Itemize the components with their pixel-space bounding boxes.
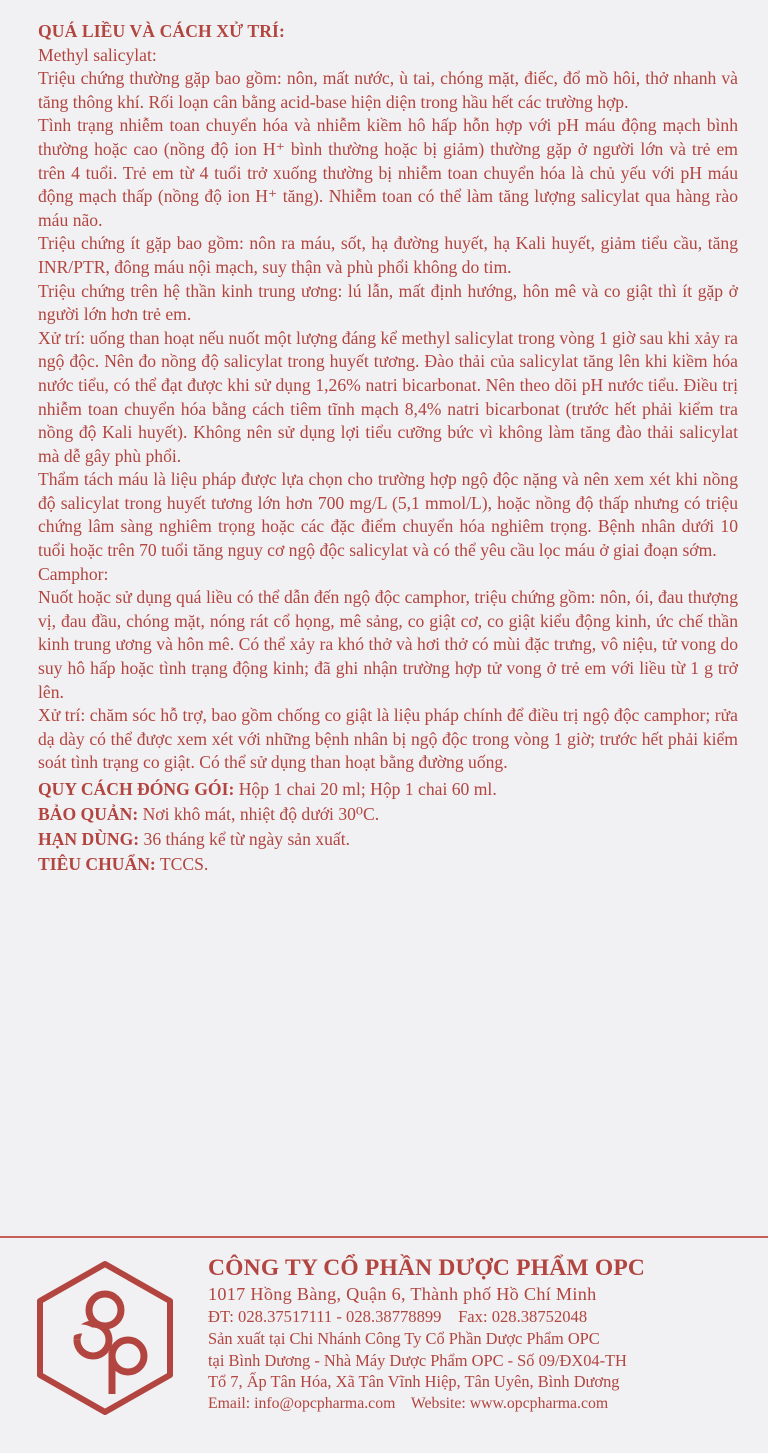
manufacture-line-3: Tổ 7, Ấp Tân Hóa, Xã Tân Vĩnh Hiệp, Tân Uyên, Bình Dương [208, 1372, 620, 1391]
camphor-paragraph-treatment: Xử trí: chăm sóc hỗ trợ, bao gồm chống co giật là liệu pháp chính để điều trị ngộ độc camphor; rửa dạ dày có thể được xem xét với những bệnh nhân bị ngộ độc trong vòng 1 giờ; trước hết phải kiểm soát tình trạng co giật. Có thể sử dụng than hoạt bằng đường uống. [38, 705, 738, 773]
company-address: 1017 Hồng Bàng, Quận 6, Thành phố Hồ Chí Minh [208, 1284, 597, 1304]
methyl-paragraph-symptoms: Triệu chứng thường gặp bao gồm: nôn, mất nước, ù tai, chóng mặt, điếc, đổ mồ hôi, thở nhanh và tăng thông khí. Rối loạn cân bằng acid-base hiện diện trong hầu hết các trường hợp. [38, 68, 738, 112]
methyl-paragraph-treatment: Xử trí: uống than hoạt nếu nuốt một lượng đáng kể methyl salicylat trong vòng 1 giờ sau khi xảy ra ngộ độc. Nên đo nồng độ salicylat trong huyết tương. Đào thải của salicylat tăng lên khi kiềm hóa nước tiểu, có thể đạt được khi sử dụng 1,26% natri bicarbonat. Nên theo dõi pH nước tiểu. Điều trị nhiễm toan chuyển hóa bằng cách tiêm tĩnh mạch 8,4% natri bicarbonat (trước hết phải kiểm tra nồng độ Kali huyết). Không nên sử dụng lợi tiểu cưỡng bức vì không làm tăng đào thải salicylat mà dễ gây phù phổi. [38, 327, 738, 466]
storage-label: BẢO QUẢN: [38, 804, 139, 824]
overdose-section [38, 20, 738, 877]
manufacture-line-2: tại Bình Dương - Nhà Máy Dược Phẩm OPC - Số 09/ĐX04-TH [208, 1350, 627, 1370]
standard-value: TCCS. [155, 854, 209, 874]
storage-line [38, 802, 738, 827]
company-name: CÔNG TY CỔ PHẦN DƯỢC PHẨM OPC [208, 1255, 646, 1281]
footer-divider [0, 1236, 768, 1238]
standard-label: TIÊU CHUẨN: [38, 854, 156, 874]
methyl-salicylate-title: Methyl salicylat: [38, 44, 157, 65]
camphor-paragraph-symptoms: Nuốt hoặc sử dụng quá liều có thể dẫn đến ngộ độc camphor, triệu chứng gồm: nôn, ói, đau thượng vị, đau đầu, chóng mặt, nóng rát cổ họng, mê sảng, co giật cơ, co giật kiểu động kinh, ức chế thần kinh trung ương và hôn mê. Có thể xảy ra khó thở và hơi thở có mùi đặc trưng, vô niệu, tử vong do suy hô hấp hoặc tình trạng động kinh; đã ghi nhận trường hợp tử vong ở trẻ em với liều từ 1 g trở lên. [38, 587, 738, 702]
company-contact: Email: info@opcpharma.com Website: www.opcpharma.com [208, 1394, 609, 1412]
methyl-paragraph-acidosis: Tình trạng nhiễm toan chuyển hóa và nhiễm kiềm hô hấp hỗn hợp với pH máu động mạch bình thường hoặc cao (nồng độ ion H⁺ bình thường hoặc bị giảm) thường gặp ở người lớn và trẻ em trên 4 tuổi. Trẻ em từ 4 tuổi trở xuống thường bị nhiễm toan chuyển hóa là chủ yếu với pH máu động mạch thấp (nồng độ ion H⁺ tăng). Nhiễm toan có thể làm tăng lượng salicylat qua hàng rào máu não. [38, 115, 738, 230]
packaging-line [38, 777, 738, 802]
methyl-paragraph-dialysis: Thẩm tách máu là liệu pháp được lựa chọn cho trường hợp ngộ độc nặng và nên xem xét khi nồng độ salicylat trong huyết tương lớn hơn 700 mg/L (5,1 mmol/L), hoặc nồng độ thấp nhưng có triệu chứng lâm sàng nghiêm trọng hoặc các đặc điểm chuyển hóa nghiêm trọng. Bệnh nhân dưới 10 tuổi hoặc trên 70 tuổi tăng nguy cơ ngộ độc salicylat và có thể yêu cầu lọc máu ở giai đoạn sớm. [38, 469, 738, 561]
overdose-heading: QUÁ LIỀU VÀ CÁCH XỬ TRÍ: [38, 21, 285, 41]
opc-logo-icon [36, 1260, 174, 1416]
storage-value: Nơi khô mát, nhiệt độ dưới 30⁰C. [138, 804, 380, 824]
camphor-title: Camphor: [38, 563, 109, 584]
expiry-label: HẠN DÙNG: [38, 829, 140, 849]
company-footer [208, 1254, 738, 1415]
methyl-paragraph-rare-symptoms: Triệu chứng ít gặp bao gồm: nôn ra máu, sốt, hạ đường huyết, hạ Kali huyết, giảm tiểu cầu, tăng INR/PTR, đông máu nội mạch, suy thận và phù phổi không do tim. [38, 233, 738, 277]
spec-block [38, 777, 738, 877]
methyl-paragraph-cns: Triệu chứng trên hệ thần kinh trung ương: lú lẫn, mất định hướng, hôn mê và co giật thì ít gặp ở người lớn hơn trẻ em. [38, 280, 738, 325]
standard-line [38, 852, 738, 877]
packaging-label: QUY CÁCH ĐÓNG GÓI: [38, 779, 235, 799]
company-phone: ĐT: 028.37517111 - 028.38778899 Fax: 028.38752048 [208, 1307, 588, 1326]
expiry-value: 36 tháng kể từ ngày sản xuất. [139, 829, 350, 849]
packaging-value: Hộp 1 chai 20 ml; Hộp 1 chai 60 ml. [234, 779, 497, 799]
expiry-line [38, 827, 738, 852]
manufacture-line-1: Sản xuất tại Chi Nhánh Công Ty Cổ Phần Dược Phẩm OPC [208, 1329, 600, 1348]
